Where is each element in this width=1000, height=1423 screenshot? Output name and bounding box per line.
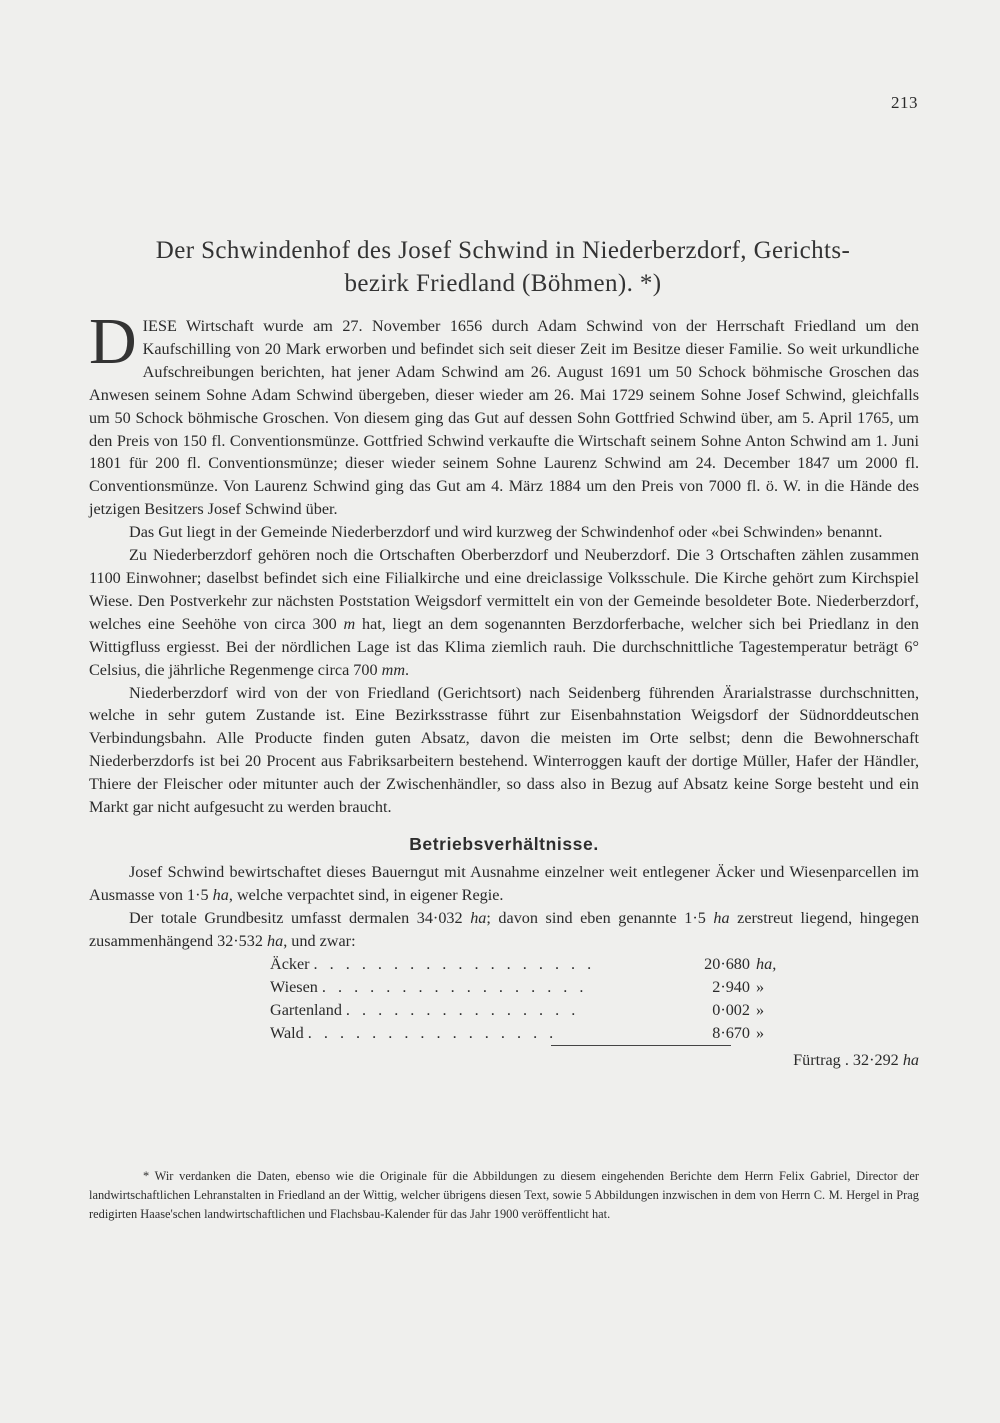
footnote: * Wir verdanken die Daten, ebenso wie die Originale für die Abbildungen zu diesem eingehenden Berichte dem Herrn Felix Gabriel, Director der landwirtschaftlichen Lehranstalten in Friedland an der Wittig, welcher übrigens diesen Text, sowie 5 Abbildungen inzwischen in dem von Herrn C. M. Hergel in Prag redigirten Haase'schen landwirtschaftlichen und Flachsbau-Kalender für das Jahr 1900 veröffentlicht hat. xyxy=(89,1169,919,1221)
land-table xyxy=(89,953,919,1071)
title-line-1: Der Schwindenhof des Josef Schwind in Niederberzdorf, Gerichts- xyxy=(155,237,851,264)
paragraph-6: Der totale Grundbesitz umfasst dermalen 34·032 ha; davon sind eben genannte 1·5 ha zerstreut liegend, hingegen zusammenhängend 32·532 ha, und zwar: xyxy=(89,908,920,950)
article-title xyxy=(88,234,918,300)
carry-forward: Fürtrag . 32·292 ha xyxy=(793,1050,919,1069)
page-number: 213 xyxy=(891,93,918,112)
paragraph-5: Josef Schwind bewirtschaftet dieses Bauerngut mit Ausnahme einzelner weit entlegener Äcker und Wiesenparcellen im Ausmasse von 1·5 ha, welche verpachtet sind, in eigener Regie. xyxy=(89,862,919,904)
land-row-wald: Wald . . . . . . . . . . . . . . . . 8·670 » xyxy=(270,1023,765,1042)
land-row-wiesen: Wiesen . . . . . . . . . . . . . . . . . 2·940 » xyxy=(270,977,765,996)
article-body xyxy=(89,305,920,1071)
paragraph-2: Das Gut liegt in der Gemeinde Niederberzdorf und wird kurzweg der Schwindenhof oder «bei Schwinden» benannt. xyxy=(129,523,883,542)
paragraph-4: Niederberzdorf wird von der von Friedland (Gerichtsort) nach Seidenberg führenden Ärarialstrasse durchschnitten, welche in sehr gutem Zustande ist. Eine Bezirksstrasse führt zur Eisenbahnstation Weigsdorf der Südnorddeutschen Verbindungsbahn. Alle Producte finden guten Absatz, davon die meisten im Orte selbst; denn die Bewohnerschaft Niederberzdorfs ist bei 20 Procent aus Fabriksarbeitern bestehend. Winterroggen kauft der dortige Müller, Hafer der Händler, Thiere der Fleischer oder mitunter auch der Zwischenhändler, so dass also in Bezug auf Absatz keine Sorge besteht und ein Markt gar nicht aufgesucht zu werden braucht. xyxy=(89,683,919,817)
paragraph-1 xyxy=(89,305,919,521)
land-row-aecker: Äcker . . . . . . . . . . . . . . . . . . 20·680 ha, xyxy=(270,954,777,973)
sum-rule xyxy=(551,1045,731,1046)
paragraph-3: Zu Niederberzdorf gehören noch die Ortschaften Oberberzdorf und Neuberzdorf. Die 3 Ortschaften zählen zusammen 1100 Einwohner; daselbst befindet sich eine Filialkirche und eine dreiclassige Volksschule. Die Kirche gehört zum Kirchspiel Wiese. Den Postverkehr zur nächsten Poststation Weigsdorf vermittelt ein von der Gemeinde besoldeter Bote. Niederberzdorf, welches eine Seehöhe von circa 300 m hat, liegt an dem sogenannten Berzdorferbache, welcher sich bei Priedlanz in den Wittigfluss ergiesst. Bei der nördlichen Lage ist das Klima ziemlich rauh. Die durchschnittliche Tagestemperatur beträgt 6° Celsius, die jährliche Regenmenge circa 700 mm. xyxy=(89,546,920,679)
title-line-2: bezirk Friedland (Böhmen). *) xyxy=(344,270,662,297)
drop-cap: D xyxy=(89,305,137,378)
unit-mm: mm xyxy=(381,660,406,679)
section-heading: Betriebsverhältnisse. xyxy=(409,833,599,854)
unit-m: m xyxy=(343,614,356,633)
land-row-gartenland: Gartenland . . . . . . . . . . . . . . . 0·002 » xyxy=(270,1000,765,1019)
paragraph-1-text: IESE Wirtschaft wurde am 27. November 1656 durch Adam Schwind von der Herrschaft Friedland um den Kaufschilling von 20 Mark erworben und befindet sich seit dieser Zeit im Besitze dieser Familie. So weit urkundliche Aufschreibungen berichten, hat jener Adam Schwind am 26. August 1691 um 50 Schock böhmische Groschen das Anwesen seinem Sohne Adam Schwind übergeben, dieser wieder am 26. Mai 1729 seinem Sohne Josef Schwind, gleichfalls um 50 Schock böhmische Groschen. Von diesem ging das Gut auf dessen Sohn Gottfried Schwind über, am 5. April 1765, um den Preis von 150 fl. Conventionsmünze. Gottfried Schwind verkaufte die Wirtschaft seinem Sohne Anton Schwind am 1. Juni 1801 für 200 fl. Conventionsmünze; dieser wieder seinem Sohne Laurenz Schwind am 24. December 1847 um 2000 fl. Conventionsmünze. Von Laurenz Schwind ging das Gut am 4. März 1884 um den Preis von 7000 fl. ö. W. in die Hände des jetzigen Besitzers Josef Schwind über. xyxy=(89,317,919,519)
